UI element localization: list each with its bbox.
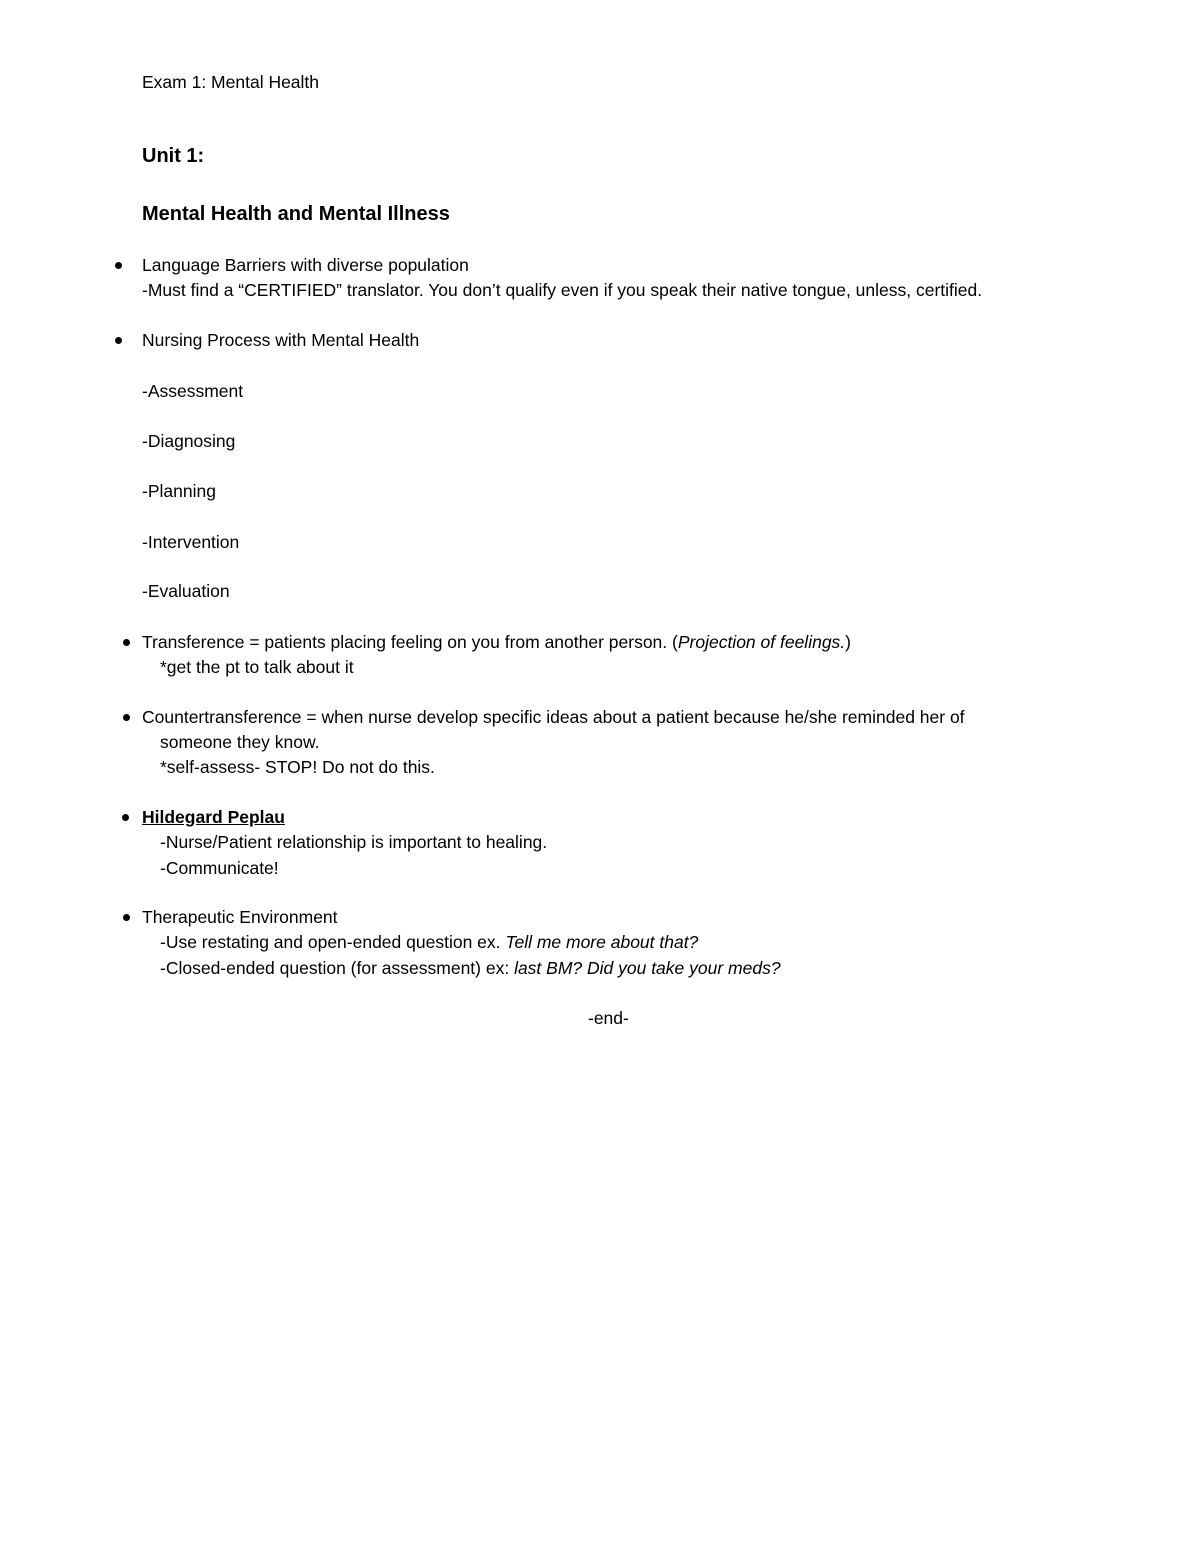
section-title: Mental Health and Mental Illness	[142, 203, 450, 225]
detail-text: -Closed-ended question (for assessment) ex:	[160, 958, 515, 978]
document-header: Exam 1: Mental Health	[142, 72, 320, 92]
bullet-dot	[115, 337, 122, 344]
bullet-continuation: someone they know.	[160, 732, 320, 752]
bullet-dot	[123, 639, 130, 646]
process-step: -Diagnosing	[142, 431, 236, 451]
process-step: -Assessment	[142, 381, 244, 401]
process-step: -Evaluation	[142, 581, 230, 601]
bullet-dot	[123, 714, 130, 721]
transference-text: Transference = patients placing feeling on you from another person. (	[142, 632, 678, 652]
bullet-title: Therapeutic Environment	[142, 907, 338, 927]
bullet-title: Language Barriers with diverse population	[142, 255, 469, 275]
bullet-title: Hildegard Peplau	[142, 807, 285, 827]
bullet-title: Countertransference = when nurse develop specific ideas about a patient because he/she reminded her of	[142, 707, 965, 727]
bullet-detail	[160, 960, 781, 978]
bullet-dot	[115, 262, 122, 269]
bullet-note: *self-assess- STOP! Do not do this.	[160, 757, 435, 777]
bullet-detail: -Communicate!	[160, 858, 279, 878]
bullet-detail: -Must find a “CERTIFIED” translator. You don’t qualify even if you speak their native tongue, unless, certified.	[142, 280, 983, 300]
bullet-detail: -Nurse/Patient relationship is important to healing.	[160, 832, 548, 852]
process-step: -Planning	[142, 481, 216, 501]
process-step: -Intervention	[142, 532, 240, 552]
bullet-title	[142, 634, 851, 652]
bullet-dot	[123, 914, 130, 921]
bullet-note: *get the pt to talk about it	[160, 657, 354, 677]
bullet-detail	[160, 934, 698, 952]
bullet-title: Nursing Process with Mental Health	[142, 330, 420, 350]
unit-title: Unit 1:	[142, 145, 205, 167]
bullet-dot	[122, 814, 129, 821]
transference-close: )	[845, 632, 851, 652]
detail-example: last BM? Did you take your meds?	[514, 958, 781, 978]
detail-text: -Use restating and open-ended question ex.	[160, 932, 506, 952]
end-marker: -end-	[588, 1008, 629, 1028]
detail-example: Tell me more about that?	[505, 932, 699, 952]
transference-italic: Projection of feelings.	[677, 632, 846, 652]
